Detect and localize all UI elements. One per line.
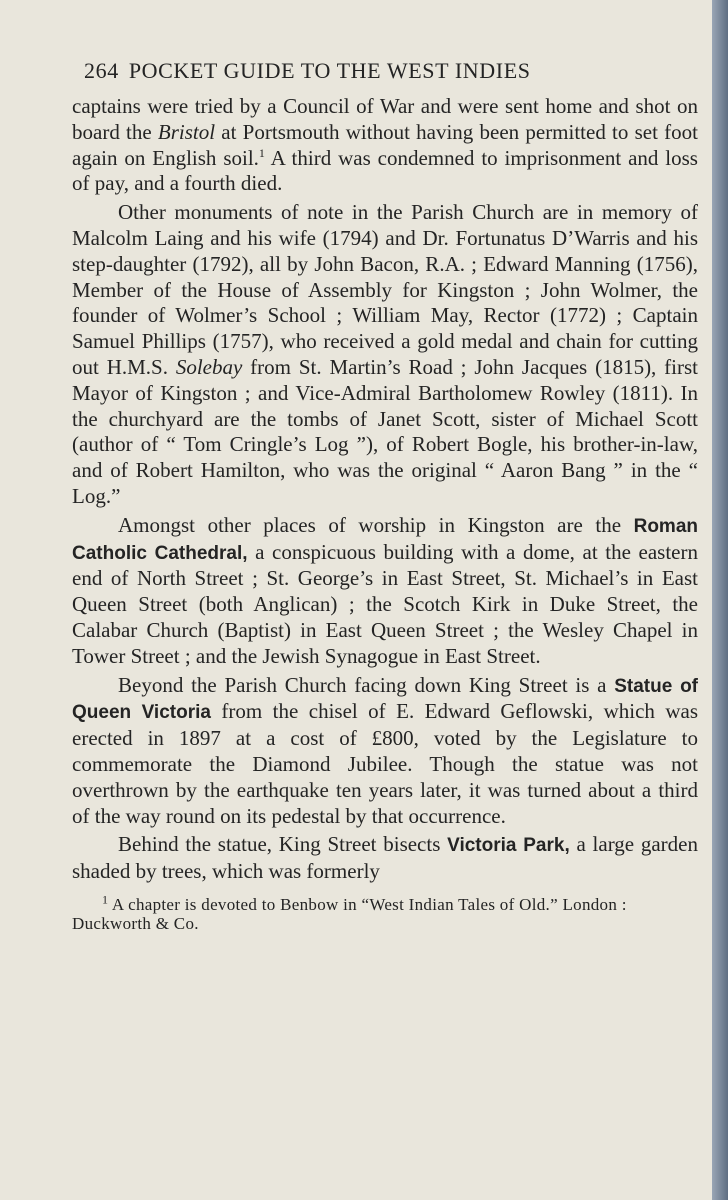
footnote xyxy=(72,892,698,933)
bold-heading: Statue of Queen Victoria xyxy=(72,675,699,724)
text-run: captains were tried by a Council of War and were sent home and shot on board the xyxy=(72,94,698,144)
text-run: A third was condemned to imprisonment and loss of pay, and a fourth died. xyxy=(72,145,698,196)
footnote-ref: 1 xyxy=(258,145,265,160)
body-text xyxy=(72,94,698,885)
text-run: from St. Martin’s Road ; John Jacques (1815), first Mayor of Kingston ; and Vice-Admiral Bartholomew Rowley (1811). In the churchyard are the tombs of Janet Scott, sister of Michael Scott (author of “ Tom Cringle’s Log ”), of Robert Bogle, his brother-in-law, and of Robert Hamilton, who was the original “ Aaron Bang ” in the “ Log.” xyxy=(72,354,698,508)
text-run: at Portsmouth without having been permitted to set foot again on English soil. xyxy=(72,119,698,170)
book-spine-edge xyxy=(712,0,728,1200)
running-head xyxy=(84,58,698,84)
footnote-marker: 1 xyxy=(102,892,109,907)
page-content xyxy=(72,58,698,933)
text-run: from the chisel of E. Edward Geflowski, which was erected in 1897 at a cost of £800, voted by the Legislature to commemorate the Diamond Jubilee. Though the statue was not overthrown by the earthquake ten years later, it was turned about a third of the way round on its pedestal by that occurrence. xyxy=(72,699,698,828)
page-number: 264 xyxy=(84,58,119,83)
paragraph-1 xyxy=(72,94,698,197)
footnote-text: A chapter is devoted to Benbow in “West Indian Tales of Old.” London : Duckworth & Co. xyxy=(72,894,627,933)
bold-heading: Roman Catholic Cathedral, xyxy=(72,515,698,564)
text-run: a conspicuous building with a dome, at the eastern end of North Street ; St. George’s in East Street, St. Michael’s in East Queen Street (both Anglican) ; the Scotch Kirk in Duke Street, the Calabar Church (Baptist) in East Queen Street ; the Wesley Chapel in Tower Street ; and the Jewish Synagogue in East Street. xyxy=(72,539,698,668)
text-run: a large garden shaded by trees, which was formerly xyxy=(72,832,698,884)
paragraph-4 xyxy=(72,673,698,830)
paragraph-2 xyxy=(72,200,698,510)
italic-title: Solebay xyxy=(175,354,243,379)
paragraph-5 xyxy=(72,832,698,885)
paragraph-3 xyxy=(72,513,698,670)
footnotes xyxy=(72,892,698,933)
text-run: Amongst other places of worship in Kingston are the xyxy=(118,512,634,537)
text-run: Behind the statue, King Street bisects xyxy=(118,832,448,857)
bold-heading: Victoria Park, xyxy=(447,835,570,857)
text-run: Beyond the Parish Church facing down King Street is a xyxy=(118,672,615,697)
running-title: POCKET GUIDE TO THE WEST INDIES xyxy=(128,58,531,83)
text-run: Other monuments of note in the Parish Church are in memory of Malcolm Laing and his wife (1794) and Dr. Fortunatus D’Warris and his step-daughter (1792), all by John Bacon, R.A. ; Edward Manning (1756), Member of the House of Assembly for Kingston ; John Wolmer, the founder of Wolmer’s School ; William May, Rector (1772) ; Captain Samuel Phillips (1757), who received a gold medal and chain for cutting out H.M.S. xyxy=(72,200,698,379)
italic-title: Bristol xyxy=(157,119,216,144)
